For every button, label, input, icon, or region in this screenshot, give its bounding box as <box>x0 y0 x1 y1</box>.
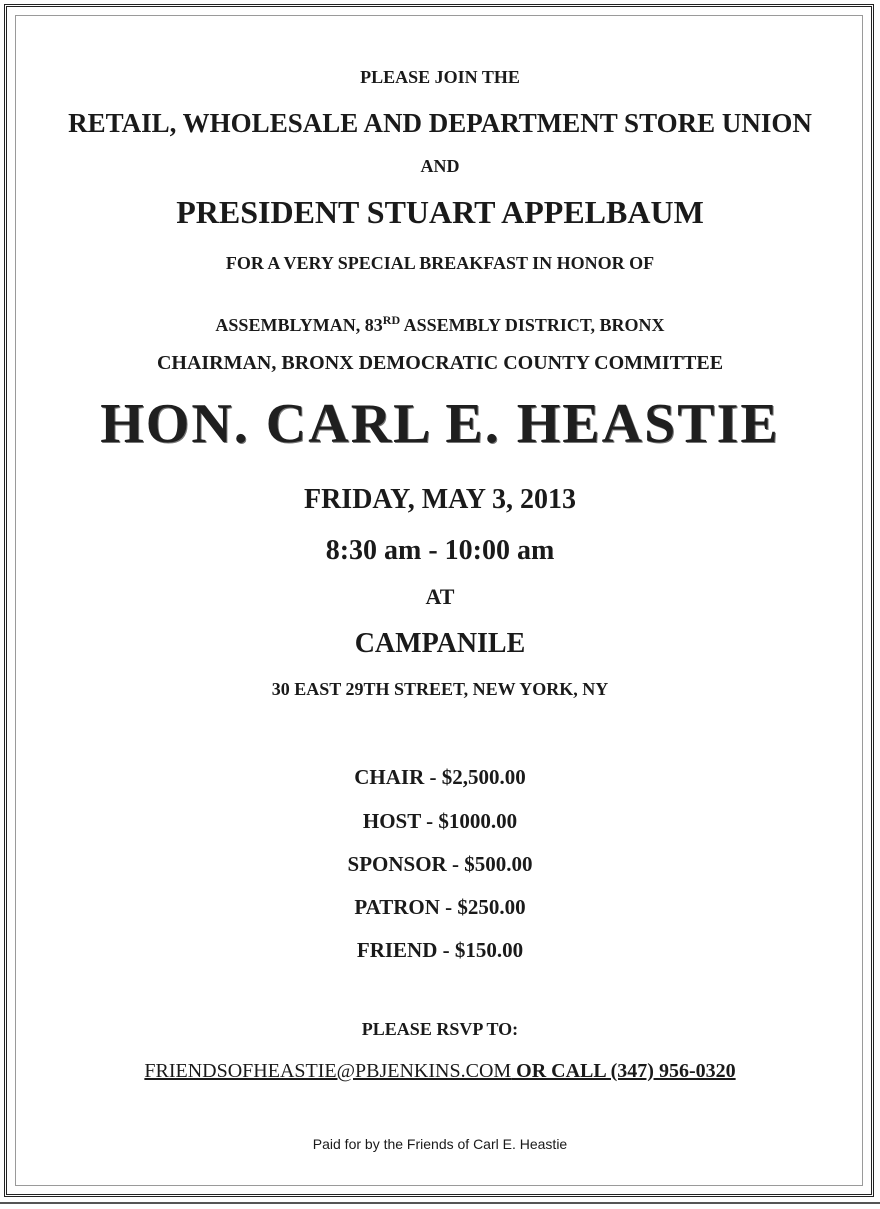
union-name: RETAIL, WHOLESALE AND DEPARTMENT STORE UNION <box>68 108 812 138</box>
level-sponsor: SPONSOR - $500.00 <box>347 852 533 876</box>
honoree-title-line1 <box>0 313 880 335</box>
and-text: AND <box>420 156 460 176</box>
paid-for-disclaimer: Paid for by the Friends of Carl E. Heastie <box>312 1136 568 1152</box>
event-time: 8:30 am - 10:00 am <box>325 535 555 566</box>
level-host: HOST - $1000.00 <box>362 809 518 833</box>
purpose-text: FOR A VERY SPECIAL BREAKFAST IN HONOR OF <box>225 253 655 273</box>
bottom-rule <box>0 1202 880 1204</box>
honoree-title-line2: CHAIRMAN, BRONX DEMOCRATIC COUNTY COMMITTEE <box>156 352 724 374</box>
host-name: PRESIDENT STUART APPELBAUM <box>176 194 704 230</box>
honoree-name: HON. CARL E. HEASTIE <box>100 393 780 455</box>
title-line1-suffix: ASSEMBLY DISTRICT, BRONX <box>400 315 665 335</box>
title-line1-prefix: ASSEMBLYMAN, 83 <box>215 315 383 335</box>
venue-name: CAMPANILE <box>354 628 526 659</box>
rsvp-phone: OR CALL (347) 956-0320 <box>511 1060 736 1082</box>
venue-address: 30 EAST 29TH STREET, NEW YORK, NY <box>271 679 609 699</box>
level-patron: PATRON - $250.00 <box>354 895 526 919</box>
title-line1-superscript: RD <box>382 313 401 327</box>
level-chair: CHAIR - $2,500.00 <box>354 765 526 789</box>
level-friend: FRIEND - $150.00 <box>356 938 524 962</box>
event-date: FRIDAY, MAY 3, 2013 <box>303 484 576 515</box>
at-text: AT <box>425 584 455 609</box>
rsvp-heading: PLEASE RSVP TO: <box>361 1019 519 1039</box>
rsvp-email-link[interactable]: FRIENDSOFHEASTIE@PBJENKINS.COM <box>144 1060 512 1082</box>
rsvp-contact <box>0 1061 880 1081</box>
intro-text: PLEASE JOIN THE <box>360 67 520 87</box>
